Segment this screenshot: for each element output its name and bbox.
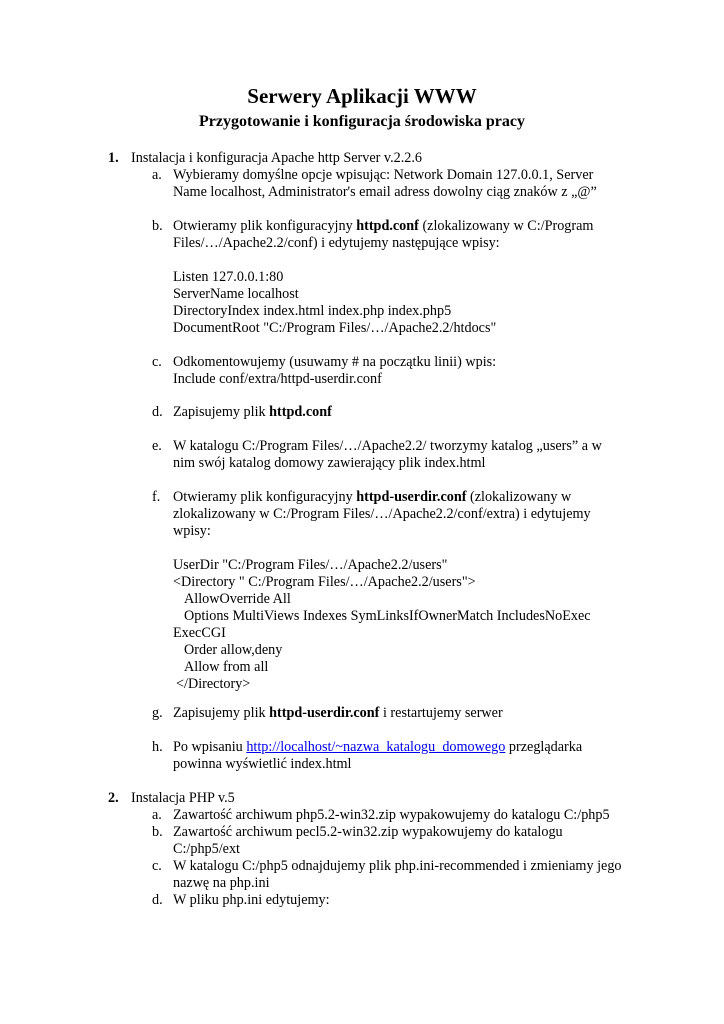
localhost-link[interactable]: http://localhost/~nazwa_katalogu_domowego: [246, 739, 506, 755]
item-1e-line-2: nim swój katalog domowy zawierający plik index.html: [173, 455, 486, 471]
item-1b-marker: b.: [152, 218, 163, 234]
config-line-listen: Listen 127.0.0.1:80: [173, 269, 284, 285]
item-1f-line-1: [173, 489, 571, 506]
item-1g-filename: httpd-userdir.conf: [269, 705, 380, 721]
item-1f-marker: f.: [152, 489, 161, 505]
item-2b-line-1: Zawartość archiwum pecl5.2-win32.zip wypakowujemy do katalogu: [173, 824, 563, 840]
item-1g-line-1: [173, 705, 503, 722]
item-1d-text: Zapisujemy plik: [173, 404, 270, 420]
item-2c-line-2: nazwę na php.ini: [173, 875, 270, 891]
item-2a-marker: a.: [152, 807, 162, 823]
item-2a-line-1: Zawartość archiwum php5.2-win32.zip wypakowujemy do katalogu C:/php5: [173, 807, 610, 823]
section-1-number: 1.: [108, 150, 119, 166]
document-title: Serwery Aplikacji WWW: [247, 84, 477, 108]
config-line-order: Order allow,deny: [184, 642, 283, 658]
item-1a-line-1: Wybieramy domyślne opcje wpisując: Network Domain 127.0.0.1, Server: [173, 167, 594, 183]
item-1a-line-2: Name localhost, Administrator's email adress dowolny ciąg znaków z „@”: [173, 184, 597, 200]
item-1d-marker: d.: [152, 404, 163, 420]
document-subtitle: Przygotowanie i konfiguracja środowiska pracy: [199, 113, 525, 130]
item-1d-line-1: [173, 404, 332, 421]
item-1b-text-after: (zlokalizowany w C:/Program: [418, 218, 594, 234]
item-1a-marker: a.: [152, 167, 162, 183]
config-line-directory-open: <Directory " C:/Program Files/…/Apache2.2/users">: [173, 574, 476, 590]
item-1d-filename: httpd.conf: [269, 404, 332, 420]
item-2c-marker: c.: [152, 858, 162, 874]
item-1f-filename: httpd-userdir.conf: [356, 489, 467, 505]
section-2-heading: Instalacja PHP v.5: [131, 790, 235, 806]
item-2d-marker: d.: [152, 892, 163, 908]
item-1f-text-after: (zlokalizowany w: [466, 489, 572, 505]
item-1f-line-3: wpisy:: [173, 523, 211, 539]
item-1b-line-2: Files/…/Apache2.2/conf) i edytujemy następujące wpisy:: [173, 235, 500, 251]
item-1c-marker: c.: [152, 354, 162, 370]
item-2b-line-2: C:/php5/ext: [173, 841, 240, 857]
section-2-number: 2.: [108, 790, 119, 806]
item-1g-text-after: i restartujemy serwer: [379, 705, 503, 721]
config-line-options: Options MultiViews Indexes SymLinksIfOwnerMatch IncludesNoExec: [184, 608, 591, 624]
item-2d-line-1: W pliku php.ini edytujemy:: [173, 892, 330, 908]
config-line-userdir: UserDir "C:/Program Files/…/Apache2.2/users": [173, 557, 448, 573]
section-1-heading: Instalacja i konfiguracja Apache http Server v.2.2.6: [131, 150, 423, 166]
item-1h-marker: h.: [152, 739, 163, 755]
item-2c-line-1: W katalogu C:/php5 odnajdujemy plik php.ini-recommended i zmieniamy jego: [173, 858, 622, 874]
item-2b-marker: b.: [152, 824, 163, 840]
item-1c-line-2: Include conf/extra/httpd-userdir.conf: [173, 371, 382, 387]
item-1b-text: Otwieramy plik konfiguracyjny: [173, 218, 357, 234]
item-1g-text: Zapisujemy plik: [173, 705, 270, 721]
config-line-execcgi: ExecCGI: [173, 625, 226, 641]
item-1g-marker: g.: [152, 705, 163, 721]
item-1e-marker: e.: [152, 438, 162, 454]
item-1f-line-2: zlokalizowany w C:/Program Files/…/Apache2.2/conf/extra) i edytujemy: [173, 506, 591, 522]
item-1b-filename: httpd.conf: [356, 218, 419, 234]
item-1e-line-1: W katalogu C:/Program Files/…/Apache2.2/ tworzymy katalog „users” a w: [173, 438, 602, 454]
item-1b-line-1: [173, 218, 593, 235]
config-line-documentroot: DocumentRoot "C:/Program Files/…/Apache2.2/htdocs": [173, 320, 497, 336]
config-line-allowoverride: AllowOverride All: [184, 591, 291, 607]
config-line-directory-close: </Directory>: [176, 676, 251, 692]
item-1h-text-after: przeglądarka: [505, 739, 583, 755]
config-line-allow: Allow from all: [184, 659, 269, 675]
item-1h-text: Po wpisaniu: [173, 739, 247, 755]
item-1h-line-1: [173, 739, 582, 756]
item-1f-text: Otwieramy plik konfiguracyjny: [173, 489, 357, 505]
config-line-directoryindex: DirectoryIndex index.html index.php index.php5: [173, 303, 452, 319]
item-1c-line-1: Odkomentowujemy (usuwamy # na początku linii) wpis:: [173, 354, 497, 370]
config-line-servername: ServerName localhost: [173, 286, 299, 302]
item-1h-line-2: powinna wyświetlić index.html: [173, 756, 352, 772]
